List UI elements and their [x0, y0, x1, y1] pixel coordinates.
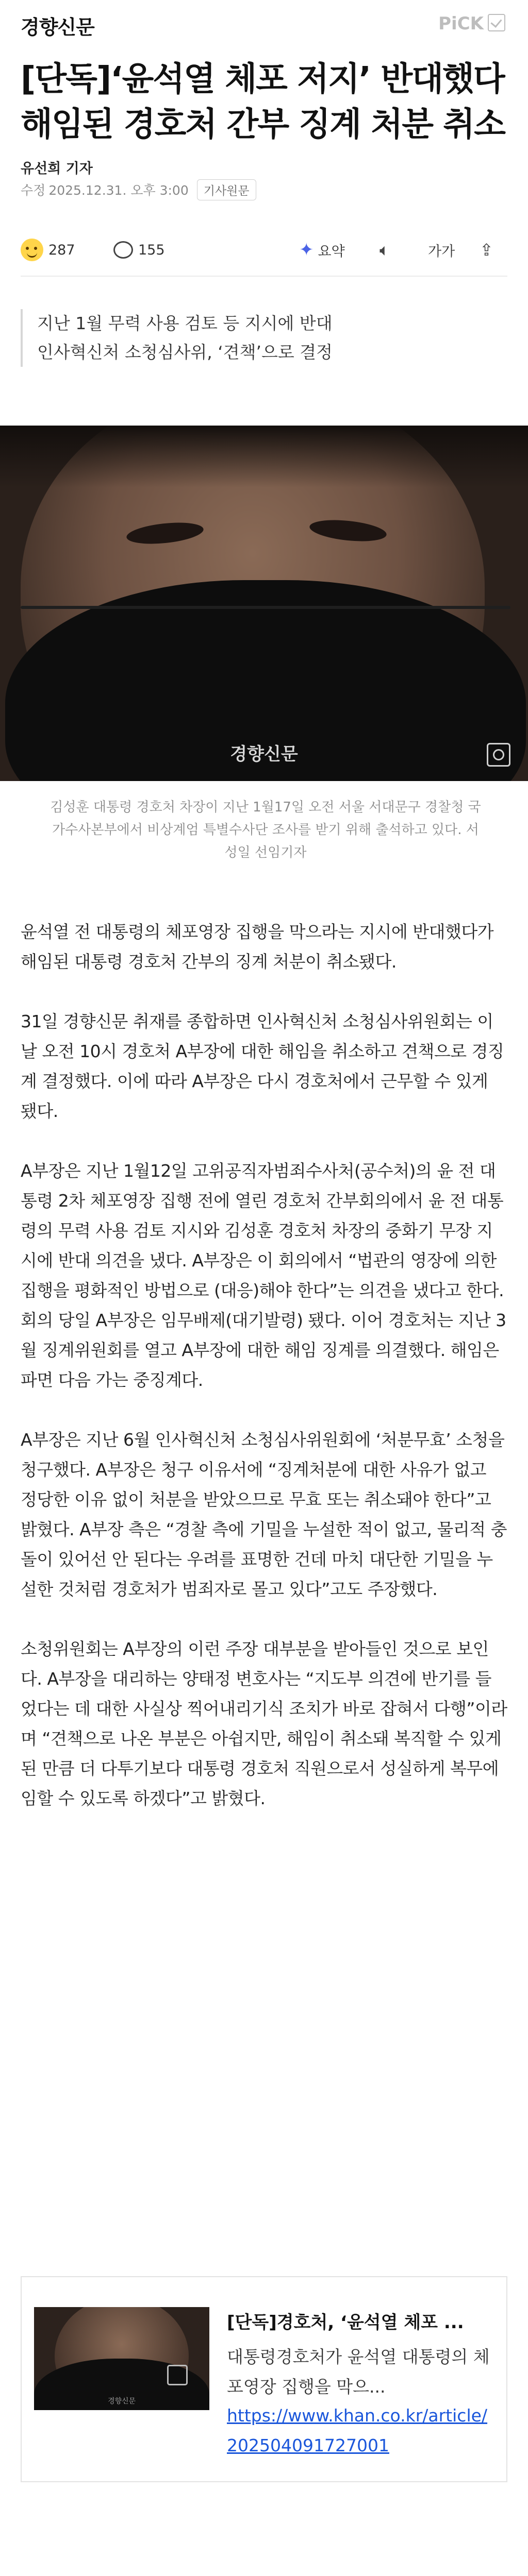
top-bar — [0, 0, 528, 52]
photo-hair — [0, 426, 528, 487]
checkbox-icon — [488, 14, 505, 31]
thumb-watermark: 경향신문 — [107, 2397, 136, 2405]
summary-line: 인사혁신처 소청심사위, ‘견책’으로 결정 — [37, 342, 333, 362]
article-photo[interactable] — [0, 426, 528, 781]
body-paragraph: 윤석열 전 대통령의 체포영장 집행을 막으라는 지시에 반대했다가 해임된 대통령 경호처 간부의 징계 처분이 취소됐다. — [21, 922, 494, 972]
action-bar — [0, 234, 528, 265]
article-date — [21, 179, 256, 200]
font-size-label: 가가 — [428, 243, 455, 260]
body-paragraph: A부장은 지난 1월12일 고위공직자범죄수사처(공수처)의 윤 전 대통령 2차 체포영장 집행 전에 열린 경호처 간부회의에서 윤 전 대통령의 무력 사용 검토 지시와 김성훈 경호처 차장의 중화기 무장 지시에 반대 의견을 냈다. A부장은 이 회의에서 “법관의 영장에 의한 집행을 평화적인 방법으로 (대응)해야 한다”는 의견을 냈다고 한다. 회의 당일 A부장은 임무배제(대기발령) 됐다. 이어 경호처는 지난 3월 징계위원회를 열고 A부장에 대한 해임 징계를 의결했다. 해임은 파면 다음 가는 중징계다. — [21, 1161, 506, 1390]
date-label: 수정 — [21, 183, 46, 198]
related-title[interactable]: [단독]경호처, ‘윤석열 체포 ... — [227, 2312, 464, 2333]
summary-line: 지난 1월 무력 사용 검토 등 지시에 반대 — [37, 313, 333, 333]
summary-label: 요약 — [318, 243, 345, 260]
reaction-count: 287 — [48, 242, 75, 258]
zoom-icon — [167, 2365, 188, 2385]
related-article-card[interactable] — [21, 2276, 507, 2482]
comment-bubble-icon — [113, 241, 133, 259]
summary-button[interactable] — [299, 234, 345, 265]
body-paragraph: 소청위원회는 A부장의 이런 주장 대부분을 받아들인 것으로 보인다. A부장을 대리하는 양태정 변호사는 “지도부 의견에 반기를 들었다는 데 대한 사실상 찍어내리기식 조치가 바로 잡혀서 다행”이라며 “견책으로 나온 부분은 아쉽지만, 해임이 취소돼 복직할 수 있게 된 만큼 더 다투기보다 대통령 경호처 직원으로서 성실하게 복무에 임할 수 있도록 하겠다”고 밝혔다. — [21, 1639, 507, 1808]
article-headline: [단독]‘윤석열 체포 저지’ 반대했다 해임된 경호처 간부 징계 처분 취소 — [21, 60, 505, 144]
speaker-icon[interactable]: 🔈︎ — [380, 240, 390, 260]
reporter-name[interactable]: 유선희 기자 — [21, 161, 93, 177]
press-logo[interactable]: 경향신문 — [21, 16, 94, 39]
photo-caption: 김성훈 대통령 경호처 차장이 지난 1월17일 오전 서울 서대문구 경찰청 국가수사본부에서 비상계엄 특별수사단 조사를 받기 위해 출석하고 있다. 서성일 선임기자 — [50, 800, 481, 860]
pick-label: PiCK — [438, 13, 484, 34]
date-value: 2025.12.31. 오후 3:00 — [48, 183, 189, 198]
comment-count: 155 — [138, 242, 165, 258]
share-icon[interactable]: ⇪ — [480, 240, 493, 260]
zoom-icon[interactable] — [487, 743, 510, 767]
article-body — [21, 917, 507, 1843]
divider — [21, 276, 507, 277]
pick-button[interactable] — [438, 13, 505, 34]
photo-watermark: 경향신문 — [230, 744, 298, 765]
body-paragraph: 31일 경향신문 취재를 종합하면 인사혁신처 소청심사위원회는 이날 오전 10시 경호처 A부장에 대한 해임을 취소하고 견책으로 경징계 결정했다. 이에 따라 A부장은 다시 경호처에서 근무할 수 있게 됐다. — [21, 1011, 504, 1121]
article-summary — [21, 309, 501, 367]
related-url-link[interactable]: https://www.khan.co.kr/article/202504091727001 — [227, 2405, 488, 2455]
smile-emoji-icon — [21, 239, 43, 261]
sparkle-icon: ✦ — [299, 240, 314, 260]
original-article-button[interactable]: 기사원문 — [197, 179, 256, 200]
reaction-button[interactable] — [21, 234, 75, 265]
related-thumbnail — [34, 2307, 209, 2410]
related-description: 대통령경호처가 윤석열 대통령의 체포영장 집행을 막으... — [227, 2347, 490, 2397]
font-size-button[interactable] — [428, 234, 455, 265]
body-paragraph: A부장은 지난 6월 인사혁신처 소청심사위원회에 ‘처분무효’ 소청을 청구했다. A부장은 청구 이유서에 “징계처분에 대한 사유가 없고 정당한 이유 없이 처분을 받았으므로 무효 또는 취소돼야 한다”고 밝혔다. A부장 측은 “경찰 측에 기밀을 누설한 적이 없고, 물리적 충돌이 있어선 안 된다는 우려를 표명한 건데 마치 대단한 기밀을 누설한 것처럼 경호처가 범죄자로 몰고 있다”고도 주장했다. — [21, 1430, 507, 1599]
comment-button[interactable] — [113, 234, 165, 265]
